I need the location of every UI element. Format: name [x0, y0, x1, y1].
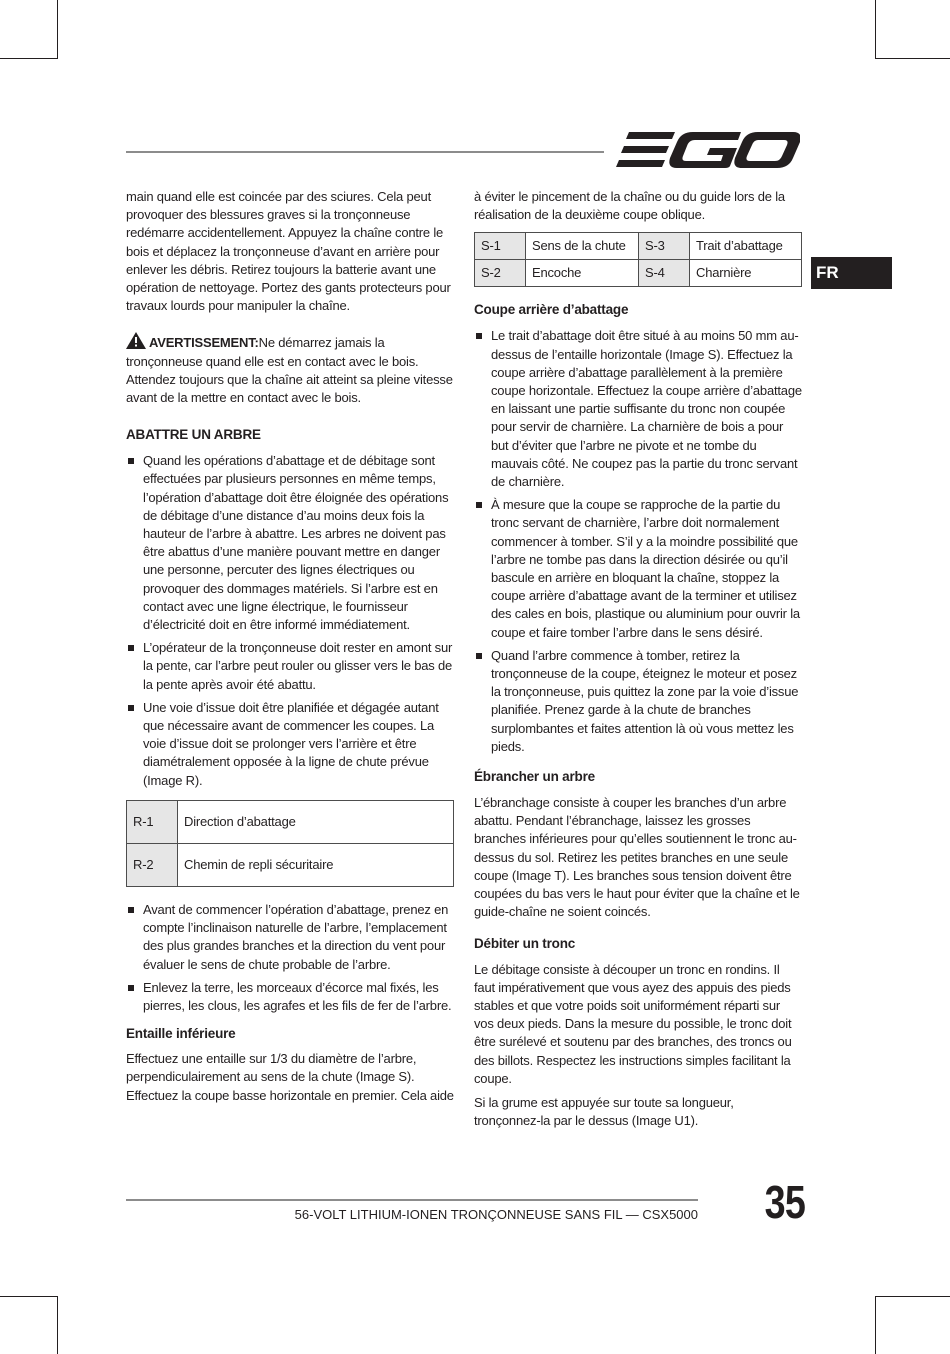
crop-mark — [875, 1296, 950, 1297]
crop-mark — [875, 58, 950, 59]
warning-block — [126, 332, 454, 407]
limbing-text: L’ébranchage consiste à couper les branches d’un arbre abattu. Pendant l’ébranchage, laissez les grosses branches inférieures pour qu’elles soutiennent le tronc au-dessus du sol. Retirez les petites branches en une seule coupe (Image T). Les branches sous tension doivent être coupées du bas vers le haut pour éviter que la chaîne et le guide-chaîne ne soient coincés. — [474, 795, 800, 920]
subsection-title: Entaille inférieure — [126, 1026, 236, 1042]
header-rule — [126, 151, 604, 153]
list-item: Une voie d’issue doit être planifiée et dégagée autant que nécessaire avant de commencer les coupes. La voie d’issue doit se prolonger vers l’arrière et être diamétralement opposée à la ligne de chute prévue (Image R). — [126, 699, 454, 790]
list-item: À mesure que la coupe se rapproche de la partie du tronc servant de charnière, l’arbre doit normalement commencer à tomber. S’il y a la moindre possibilité que l’arbre ne tombe pas dans la direction désirée ou qu’il bascule en arrière en bloquant la chaîne, stoppez la coupe arrière d’abattage avant de la terminer et utilisez des cales en bois, plastique ou aluminium pour ouvrir la coupe et faire tomber l’arbre dans le sens désiré. — [474, 496, 802, 642]
footer-rule — [126, 1199, 698, 1201]
back-cut-title: Coupe arrière d’abattage — [474, 302, 629, 318]
table-code: S-3 — [639, 233, 690, 260]
crop-mark — [875, 0, 876, 58]
table-label: Encoche — [526, 260, 639, 287]
table-row — [127, 843, 454, 886]
ego-logo — [615, 128, 800, 172]
warning-icon — [126, 332, 146, 349]
intro-paragraph: main quand elle est coincée par des sciures. Cela peut provoquer des blessures graves si la tronçonneuse redémarre accidentellement. Appuyez la chaîne contre le bois et déplacez la tronçonneuse d’avant en arrière pour enlever les débris. Retirez toujours la batterie avant une opération de nettoyage. Portez des gants protecteurs pour travaux lourds pour manipuler la chaîne. — [126, 189, 451, 314]
table-code: R-1 — [127, 800, 178, 843]
warning-text: Ne démarrez jamais la tronçonneuse quand elle est en contact avec le bois. Attendez toujours que la chaîne ait atteint sa pleine vitesse avant de la mettre en contact avec le bois. — [126, 335, 453, 406]
table-code: S-1 — [475, 233, 526, 260]
list-item: Avant de commencer l’opération d’abattage, prenez en compte l’inclinaison naturelle de l’arbre, l’emplacement des plus grandes branches et la direction du vent pour évaluer le sens de chute probable de l’arbre. — [126, 901, 454, 974]
subsection-text: Effectuez une entaille sur 1/3 du diamètre de l’arbre, perpendiculairement au sens de la chute (Image S). Effectuez la coupe basse horizontale en premier. Cela aide — [126, 1051, 454, 1103]
list-item: Enlevez la terre, les morceaux d’écorce mal fixés, les pierres, les clous, les agrafes et les fils de fer de l’arbre. — [126, 979, 454, 1015]
table-code: S-4 — [639, 260, 690, 287]
table-label: Chemin de repli sécuritaire — [178, 843, 454, 886]
reference-table-s — [474, 232, 802, 287]
crop-mark — [57, 0, 58, 58]
bucking-text: Si la grume est appuyée sur toute sa longueur, tronçonnez-la par le dessus (Image U1). — [474, 1094, 734, 1129]
felling-bullets — [126, 452, 454, 790]
right-column — [474, 188, 802, 1130]
table-label: Charnière — [690, 260, 802, 287]
limbing-title: Ébrancher un arbre — [474, 769, 595, 785]
table-row — [475, 260, 802, 287]
table-row — [475, 233, 802, 260]
list-item: Le trait d’abattage doit être situé à au moins 50 mm au-dessus de l’entaille horizontale (Image S). Effectuez la coupe arrière d’abattage parallèlement à la première coupe horizontale. Effectuez la coupe arrière d’abattage en laissant une partie suffisante du tronc non coupée pour servir de charnière. La charnière de bois a pour but d’éviter que l’arbre ne pivote et ne tombe du mauvais côté. Ne coupez pas la partie du tronc servant de charnière. — [474, 327, 802, 491]
table-code: R-2 — [127, 843, 178, 886]
bucking-text: Le débitage consiste à découper un tronc en rondins. Il faut impérativement que vous ayez des appuis des pieds stables et que votre poids soit uniformément réparti sur vos deux pieds. Dans la mesure du possible, le tronc doit être surélevé et soutenu par des branches, des troncs ou des billots. Respectez les instructions simples facilitant la coupe. — [474, 961, 792, 1086]
table-row — [127, 800, 454, 843]
table-code: S-2 — [475, 260, 526, 287]
crop-mark — [0, 1296, 58, 1297]
bucking-title: Débiter un tronc — [474, 935, 576, 951]
list-item: Quand l’arbre commence à tomber, retirez la tronçonneuse de la coupe, éteignez le moteur et posez la tronçonneuse, puis quittez la zone par la voie d’issue planifiée. Prenez garde à la chute de branches surplombantes et faites attention là où vous mettez les pieds. — [474, 647, 802, 756]
table-label: Direction d’abattage — [178, 800, 454, 843]
footer-product-line: 56-VOLT LITHIUM-IONEN TRONÇONNEUSE SANS FIL — CSX5000 — [294, 1207, 698, 1222]
crop-mark — [0, 58, 58, 59]
page-number: 35 — [764, 1176, 805, 1228]
crop-mark — [875, 1296, 876, 1354]
warning-label: AVERTISSEMENT: — [149, 335, 259, 351]
language-tab: FR — [811, 257, 892, 289]
section-title: ABATTRE UN ARBRE — [126, 427, 261, 443]
table-label: Trait d’abattage — [690, 233, 802, 260]
crop-mark — [57, 1296, 58, 1354]
left-column — [126, 188, 454, 1105]
intro-paragraph: à éviter le pincement de la chaîne ou du guide lors de la réalisation de la deuxième coupe oblique. — [474, 189, 785, 223]
table-label: Sens de la chute — [526, 233, 639, 260]
reference-table-r — [126, 800, 454, 887]
list-item: L’opérateur de la tronçonneuse doit rester en amont sur la pente, car l’arbre peut rouler ou glisser vers le bas de la pente après avoir été abattu. — [126, 639, 454, 694]
list-item: Quand les opérations d’abattage et de débitage sont effectuées par plusieurs personnes en même temps, l’opération d’abattage doit être éloignée des opérations de débitage d’une distance d’au moins deux fois la hauteur de l’arbre à abattre. Les arbres ne doivent pas être abattus d’une manière pouvant mettre en danger une personne, percuter des lignes électriques ou provoquer des dommages matériels. Si l’arbre est en contact avec une ligne électrique, le fournisseur d’électricité doit en être informé immédiatement. — [126, 452, 454, 634]
preparation-bullets — [126, 901, 454, 1015]
back-cut-bullets — [474, 327, 802, 756]
